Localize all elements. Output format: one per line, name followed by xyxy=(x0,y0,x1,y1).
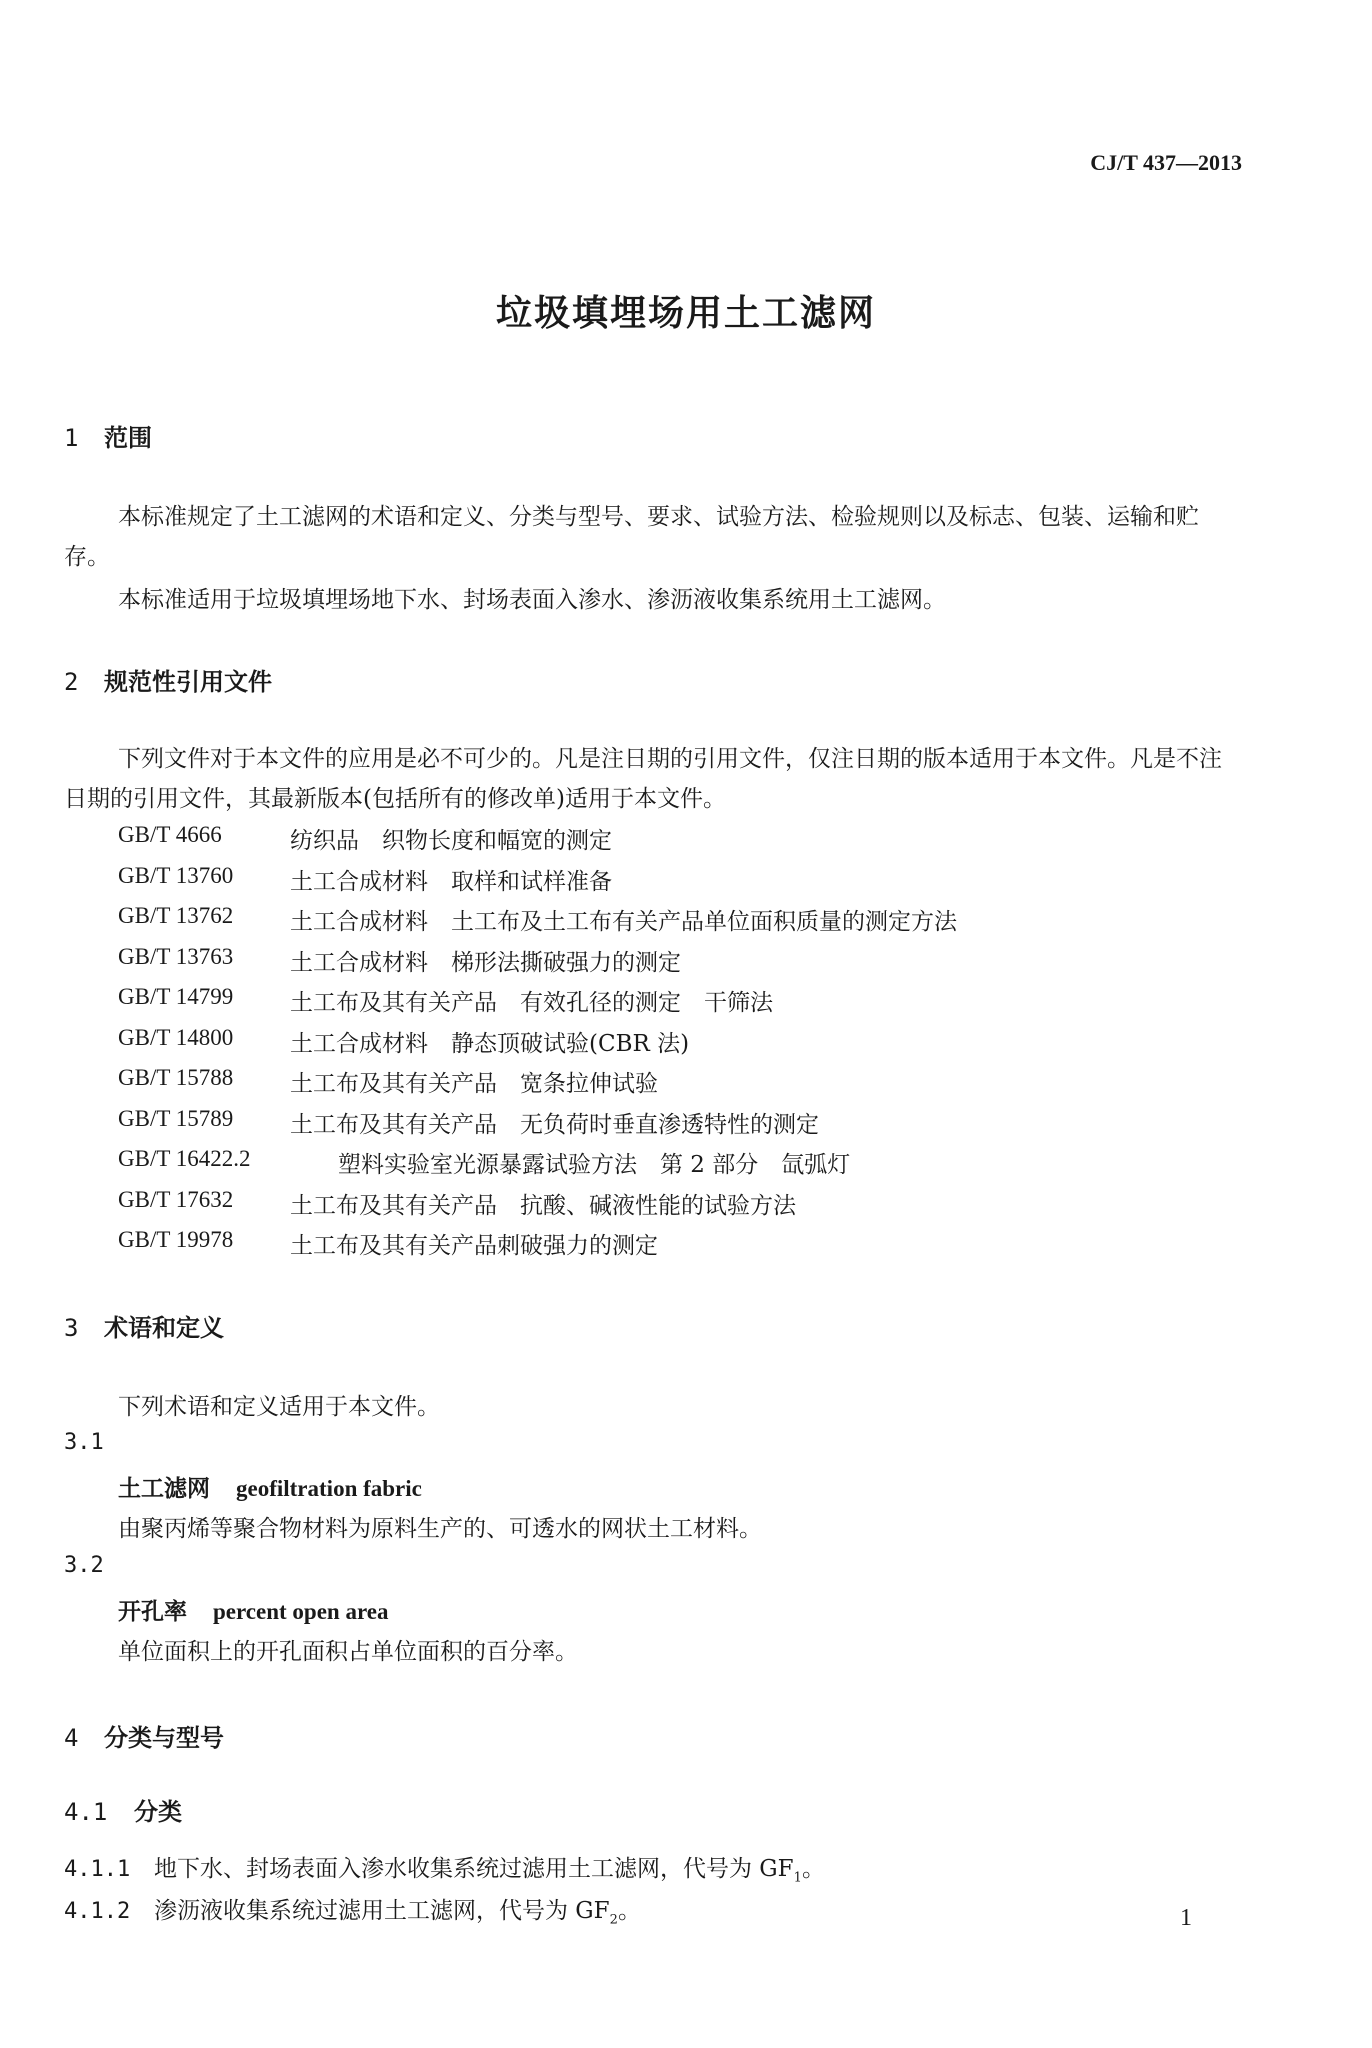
scope-paragraph-1: 本标准规定了土工滤网的术语和定义、分类与型号、要求、试验方法、检验规则以及标志、包装、运输和贮存。 xyxy=(64,504,1199,570)
reference-code: GB/T 17632 xyxy=(118,1186,234,1212)
standard-number: CJ/T 437—2013 xyxy=(1090,150,1242,175)
reference-title: 土工布及其有关产品刺破强力的测定 xyxy=(290,1233,658,1259)
term-definition: 由聚丙烯等聚合物材料为原料生产的、可透水的网状土工材料。 xyxy=(118,1516,762,1542)
term-en: percent open area xyxy=(213,1599,389,1624)
section-number: 3 xyxy=(64,1314,79,1342)
reference-item xyxy=(118,1105,819,1138)
classification-item xyxy=(64,1892,641,1928)
reference-code: GB/T 14799 xyxy=(118,984,234,1009)
reference-title: 土工布及其有关产品 无负荷时垂直渗透特性的测定 xyxy=(290,1111,819,1138)
item-subscript: 2 xyxy=(609,1912,618,1928)
section-number: 4 xyxy=(64,1724,79,1752)
section-3-heading xyxy=(64,1308,224,1343)
subsection-title: 分类 xyxy=(134,1798,182,1826)
section-2-heading xyxy=(64,662,272,697)
reference-title: 纺织品 织物长度和幅宽的测定 xyxy=(290,828,612,854)
classification-item xyxy=(64,1850,825,1886)
section-1-heading xyxy=(64,418,152,453)
reference-item xyxy=(118,862,612,895)
item-text: 渗沥液收集系统过滤用土工滤网，代号为 GF xyxy=(154,1898,610,1924)
reference-code: GB/T 15788 xyxy=(118,1065,234,1090)
reference-title: 土工合成材料 取样和试样准备 xyxy=(290,868,612,895)
reference-title: 土工布及其有关产品 抗酸、碱液性能的试验方法 xyxy=(290,1192,796,1219)
term-zh: 开孔率 xyxy=(118,1598,187,1625)
term-number: 3.2 xyxy=(64,1553,104,1578)
reference-item xyxy=(118,1065,658,1097)
reference-code: GB/T 13760 xyxy=(118,862,234,888)
reference-title: 土工布及其有关产品 有效孔径的测定 干筛法 xyxy=(290,990,773,1016)
reference-code: GB/T 13762 xyxy=(118,903,234,928)
reference-item xyxy=(118,984,773,1016)
reference-code: GB/T 16422.2 xyxy=(118,1146,251,1171)
reference-item xyxy=(118,903,957,935)
reference-title: 土工布及其有关产品 宽条拉伸试验 xyxy=(290,1071,658,1097)
terms-intro: 下列术语和定义适用于本文件。 xyxy=(118,1394,440,1420)
subsection-number: 4.1 xyxy=(64,1798,108,1826)
section-title: 范围 xyxy=(104,424,152,452)
item-number: 4.1.1 xyxy=(64,1857,131,1882)
reference-title: 塑料实验室光源暴露试验方法 第 2 部分 氙弧灯 xyxy=(338,1152,851,1178)
reference-title: 土工合成材料 梯形法撕破强力的测定 xyxy=(290,949,681,976)
section-title: 分类与型号 xyxy=(104,1724,224,1752)
reference-title: 土工合成材料 静态顶破试验(CBR 法) xyxy=(290,1030,690,1057)
term-number: 3.1 xyxy=(64,1430,104,1455)
item-text: 地下水、封场表面入渗水收集系统过滤用土工滤网，代号为 GF xyxy=(154,1856,794,1882)
item-end: 。 xyxy=(801,1856,825,1882)
item-subscript: 1 xyxy=(793,1870,802,1886)
reference-item xyxy=(118,1186,796,1219)
reference-title: 土工合成材料 土工布及土工布有关产品单位面积质量的测定方法 xyxy=(290,909,957,935)
reference-item xyxy=(118,1227,658,1259)
term-definition: 单位面积上的开孔面积占单位面积的百分率。 xyxy=(118,1639,578,1665)
section-number: 2 xyxy=(64,668,79,696)
reference-item xyxy=(118,822,612,854)
term-zh: 土工滤网 xyxy=(118,1475,210,1502)
reference-item xyxy=(118,943,681,976)
item-number: 4.1.2 xyxy=(64,1899,131,1924)
item-end: 。 xyxy=(617,1898,641,1924)
term-entry xyxy=(118,1593,388,1626)
scope-paragraph-2: 本标准适用于垃圾填埋场地下水、封场表面入渗水、渗沥液收集系统用土工滤网。 xyxy=(118,587,946,613)
document-title: 垃圾填埋场用土工滤网 xyxy=(495,293,876,334)
section-4-heading xyxy=(64,1718,224,1753)
reference-code: GB/T 14800 xyxy=(118,1024,234,1050)
reference-code: GB/T 15789 xyxy=(118,1105,234,1131)
references-intro: 下列文件对于本文件的应用是必不可少的。凡是注日期的引用文件，仅注日期的版本适用于本文件。凡是不注日期的引用文件，其最新版本(包括所有的修改单)适用于本文件。 xyxy=(64,746,1222,812)
reference-code: GB/T 19978 xyxy=(118,1227,234,1252)
section-number: 1 xyxy=(64,424,79,452)
term-en: geofiltration fabric xyxy=(236,1476,422,1501)
section-title: 术语和定义 xyxy=(104,1314,224,1342)
term-entry xyxy=(118,1470,422,1503)
reference-code: GB/T 13763 xyxy=(118,943,234,969)
section-title: 规范性引用文件 xyxy=(104,668,272,696)
reference-item xyxy=(118,1146,851,1178)
reference-item xyxy=(118,1024,690,1057)
page-number: 1 xyxy=(1180,1905,1192,1931)
subsection-4-1-heading xyxy=(64,1792,182,1827)
reference-code: GB/T 4666 xyxy=(118,822,222,847)
